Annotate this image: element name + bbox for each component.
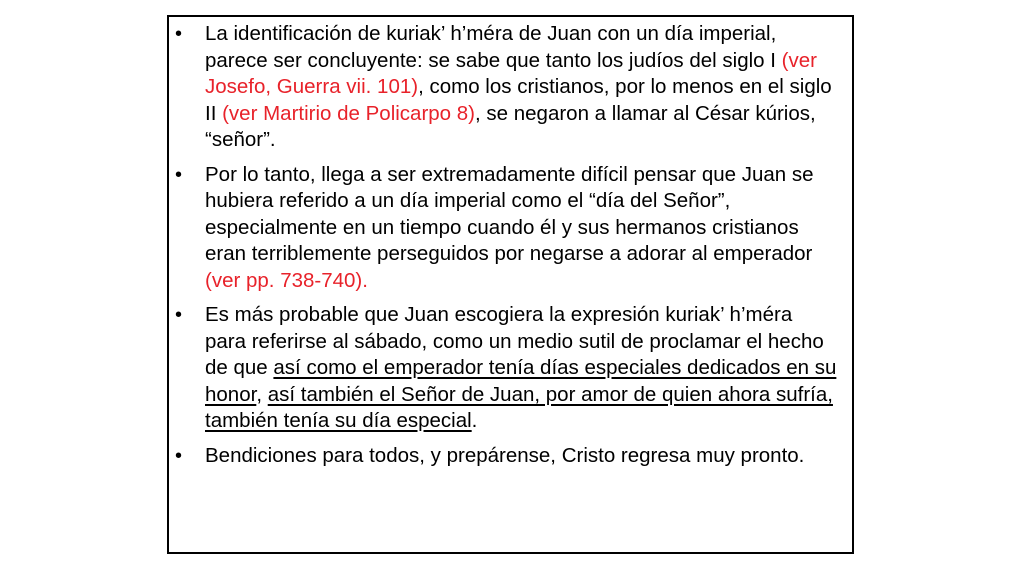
bullet-item-2 [169, 162, 852, 295]
bullet-1-text-b: , como los cristianos, por lo menos en el siglo II [205, 75, 832, 125]
bullet-dot-icon: • [175, 23, 183, 45]
bullet-4-text-a: Bendiciones para todos, y prepárense, Cristo regresa muy pronto. [205, 443, 805, 467]
bullet-3-text-b: , [256, 382, 268, 406]
bullet-1-text-a: La identificación de kuriak’ h’méra de Juan con un día imperial, parece ser concluyente: se sabe que tanto los judíos del siglo I [205, 22, 782, 72]
bullet-3-underlined-a: así como el emperador tenía días especiales dedicados en su honor [205, 356, 837, 406]
bullet-dot-icon: • [175, 163, 183, 186]
slide-content-box [167, 15, 854, 554]
bullet-3-text-a: Es más probable que Juan escogiera la expresión kuriak’ h’méra para referirse al sábado, como un medio sutil de proclamar el hecho de que [205, 303, 824, 379]
bullet-list [169, 21, 852, 477]
bullet-3-underlined-b: así también el Señor de Juan, por amor de quien ahora sufría, también tenía su día especial [205, 382, 833, 432]
bullet-dot-icon: • [175, 444, 183, 467]
bullet-1-reference-policarpo: (ver Martirio de Policarpo 8) [222, 101, 476, 125]
bullet-item-3 [169, 302, 852, 435]
bullet-2-reference-pages: (ver pp. 738-740). [205, 268, 368, 292]
bullet-2-text-a: Por lo tanto, llega a ser extremadamente difícil pensar que Juan se hubiera referido a un día imperial como el “día del Señor”, especialmente en un tiempo cuando él y sus hermanos cristianos eran terriblemente perseguidos por negarse a adorar al emperador [205, 162, 814, 265]
bullet-item-4 [169, 443, 852, 470]
bullet-item-1 [169, 21, 852, 154]
bullet-1-text-c: , se negaron a llamar al César kúrios, “señor”. [205, 101, 816, 151]
bullet-dot-icon: • [175, 304, 183, 326]
bullet-1-reference-josefo: (ver Josefo, Guerra vii. 101) [205, 48, 817, 98]
bullet-3-text-c: . [471, 409, 478, 432]
